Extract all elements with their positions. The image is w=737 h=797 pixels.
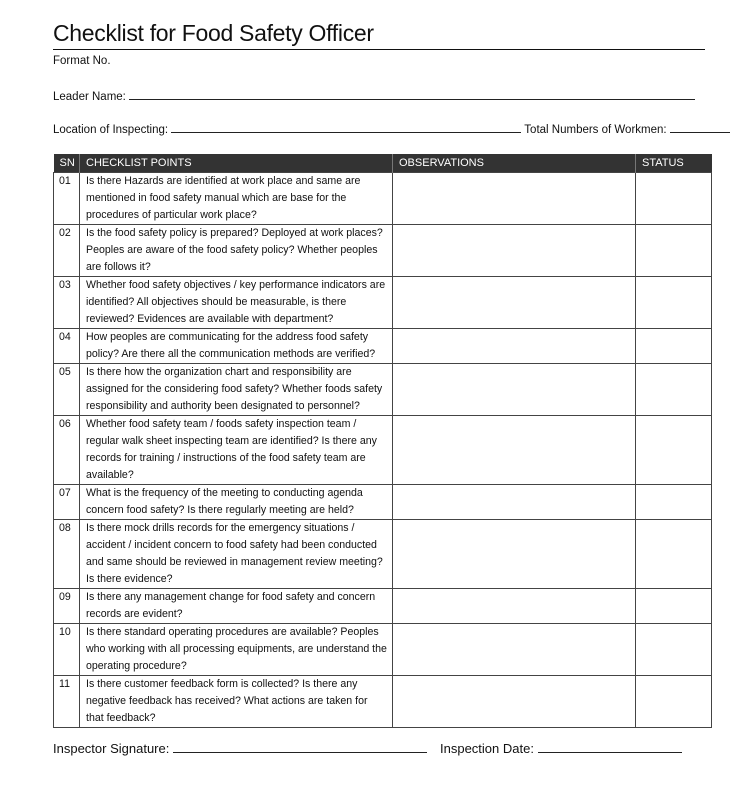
- row-checklist-point: Is the food safety policy is prepared? Deployed at work places? Peoples are aware of the food safety policy? Whether peoples are follows it?: [80, 225, 393, 277]
- row-sn: 07: [54, 485, 80, 520]
- table-row: [54, 173, 712, 225]
- row-status-cell[interactable]: [636, 329, 712, 364]
- header-sn: SN: [54, 154, 80, 173]
- date-label: Inspection Date:: [440, 741, 534, 756]
- row-observation-cell[interactable]: [393, 173, 636, 225]
- table-row: [54, 364, 712, 416]
- table-row: [54, 624, 712, 676]
- row-sn: 06: [54, 416, 80, 485]
- row-checklist-point: Is there standard operating procedures are available? Peoples who working with all processing equipments, are understand the operating procedure?: [80, 624, 393, 676]
- row-sn: 03: [54, 277, 80, 329]
- row-checklist-point: Is there any management change for food safety and concern records are evident?: [80, 589, 393, 624]
- table-row: [54, 277, 712, 329]
- row-checklist-point: Is there mock drills records for the emergency situations / accident / incident concern to food safety had been conducted and same should be reviewed in management review meeting? Is there evidence?: [80, 520, 393, 589]
- table-row: [54, 589, 712, 624]
- row-status-cell[interactable]: [636, 624, 712, 676]
- row-observation-cell[interactable]: [393, 485, 636, 520]
- table-header-row: [54, 154, 712, 173]
- date-row: [440, 741, 682, 756]
- row-observation-cell[interactable]: [393, 589, 636, 624]
- row-sn: 01: [54, 173, 80, 225]
- row-checklist-point: How peoples are communicating for the address food safety policy? Are there all the communication methods are verified?: [80, 329, 393, 364]
- row-observation-cell[interactable]: [393, 329, 636, 364]
- row-observation-cell[interactable]: [393, 225, 636, 277]
- row-observation-cell[interactable]: [393, 676, 636, 728]
- header-observations: OBSERVATIONS: [393, 154, 636, 173]
- signature-label: Inspector Signature:: [53, 741, 170, 756]
- row-checklist-point: Whether food safety objectives / key performance indicators are identified? All objectives should be measurable, is there reviewed? Evidences are available with department?: [80, 277, 393, 329]
- row-status-cell[interactable]: [636, 520, 712, 589]
- workmen-field[interactable]: [670, 122, 730, 133]
- row-status-cell[interactable]: [636, 676, 712, 728]
- signature-row: [53, 741, 427, 756]
- row-status-cell[interactable]: [636, 485, 712, 520]
- row-sn: 11: [54, 676, 80, 728]
- row-observation-cell[interactable]: [393, 277, 636, 329]
- table-row: [54, 520, 712, 589]
- row-checklist-point: What is the frequency of the meeting to conducting agenda concern food safety? Is there regularly meeting are held?: [80, 485, 393, 520]
- table-row: [54, 416, 712, 485]
- date-field[interactable]: [538, 742, 682, 753]
- row-checklist-point: Is there how the organization chart and responsibility are assigned for the considering food safety? Whether foods safety responsibility and authority been designated to personnel?: [80, 364, 393, 416]
- row-observation-cell[interactable]: [393, 520, 636, 589]
- header-checklist-points: CHECKLIST POINTS: [80, 154, 393, 173]
- table-row: [54, 485, 712, 520]
- row-observation-cell[interactable]: [393, 364, 636, 416]
- row-status-cell[interactable]: [636, 416, 712, 485]
- row-observation-cell[interactable]: [393, 416, 636, 485]
- table-row: [54, 225, 712, 277]
- leader-name-row: [53, 89, 695, 103]
- row-sn: 09: [54, 589, 80, 624]
- row-status-cell[interactable]: [636, 225, 712, 277]
- row-sn: 10: [54, 624, 80, 676]
- row-status-cell[interactable]: [636, 277, 712, 329]
- workmen-label: Total Numbers of Workmen:: [524, 124, 667, 136]
- header-status: STATUS: [636, 154, 712, 173]
- row-sn: 02: [54, 225, 80, 277]
- row-observation-cell[interactable]: [393, 624, 636, 676]
- checklist-table: [53, 154, 712, 728]
- row-checklist-point: Is there Hazards are identified at work place and same are mentioned in food safety manual which are base for the procedures of particular work place?: [80, 173, 393, 225]
- location-label: Location of Inspecting:: [53, 124, 169, 136]
- row-status-cell[interactable]: [636, 589, 712, 624]
- table-row: [54, 676, 712, 728]
- row-sn: 04: [54, 329, 80, 364]
- title-divider: [53, 49, 705, 50]
- leader-name-label: Leader Name:: [53, 91, 126, 103]
- location-row: [53, 122, 730, 136]
- row-checklist-point: Is there customer feedback form is collected? Is there any negative feedback has received? What actions are taken for that feedback?: [80, 676, 393, 728]
- page-title: Checklist for Food Safety Officer: [53, 20, 374, 46]
- format-no-label: Format No.: [53, 55, 111, 67]
- row-sn: 08: [54, 520, 80, 589]
- row-status-cell[interactable]: [636, 364, 712, 416]
- row-status-cell[interactable]: [636, 173, 712, 225]
- leader-name-field[interactable]: [129, 89, 695, 100]
- row-checklist-point: Whether food safety team / foods safety inspection team / regular walk sheet inspecting team are identified? Is there any records for training / instructions of the food safety team are available?: [80, 416, 393, 485]
- signature-field[interactable]: [173, 742, 427, 753]
- table-row: [54, 329, 712, 364]
- row-sn: 05: [54, 364, 80, 416]
- location-field[interactable]: [171, 122, 521, 133]
